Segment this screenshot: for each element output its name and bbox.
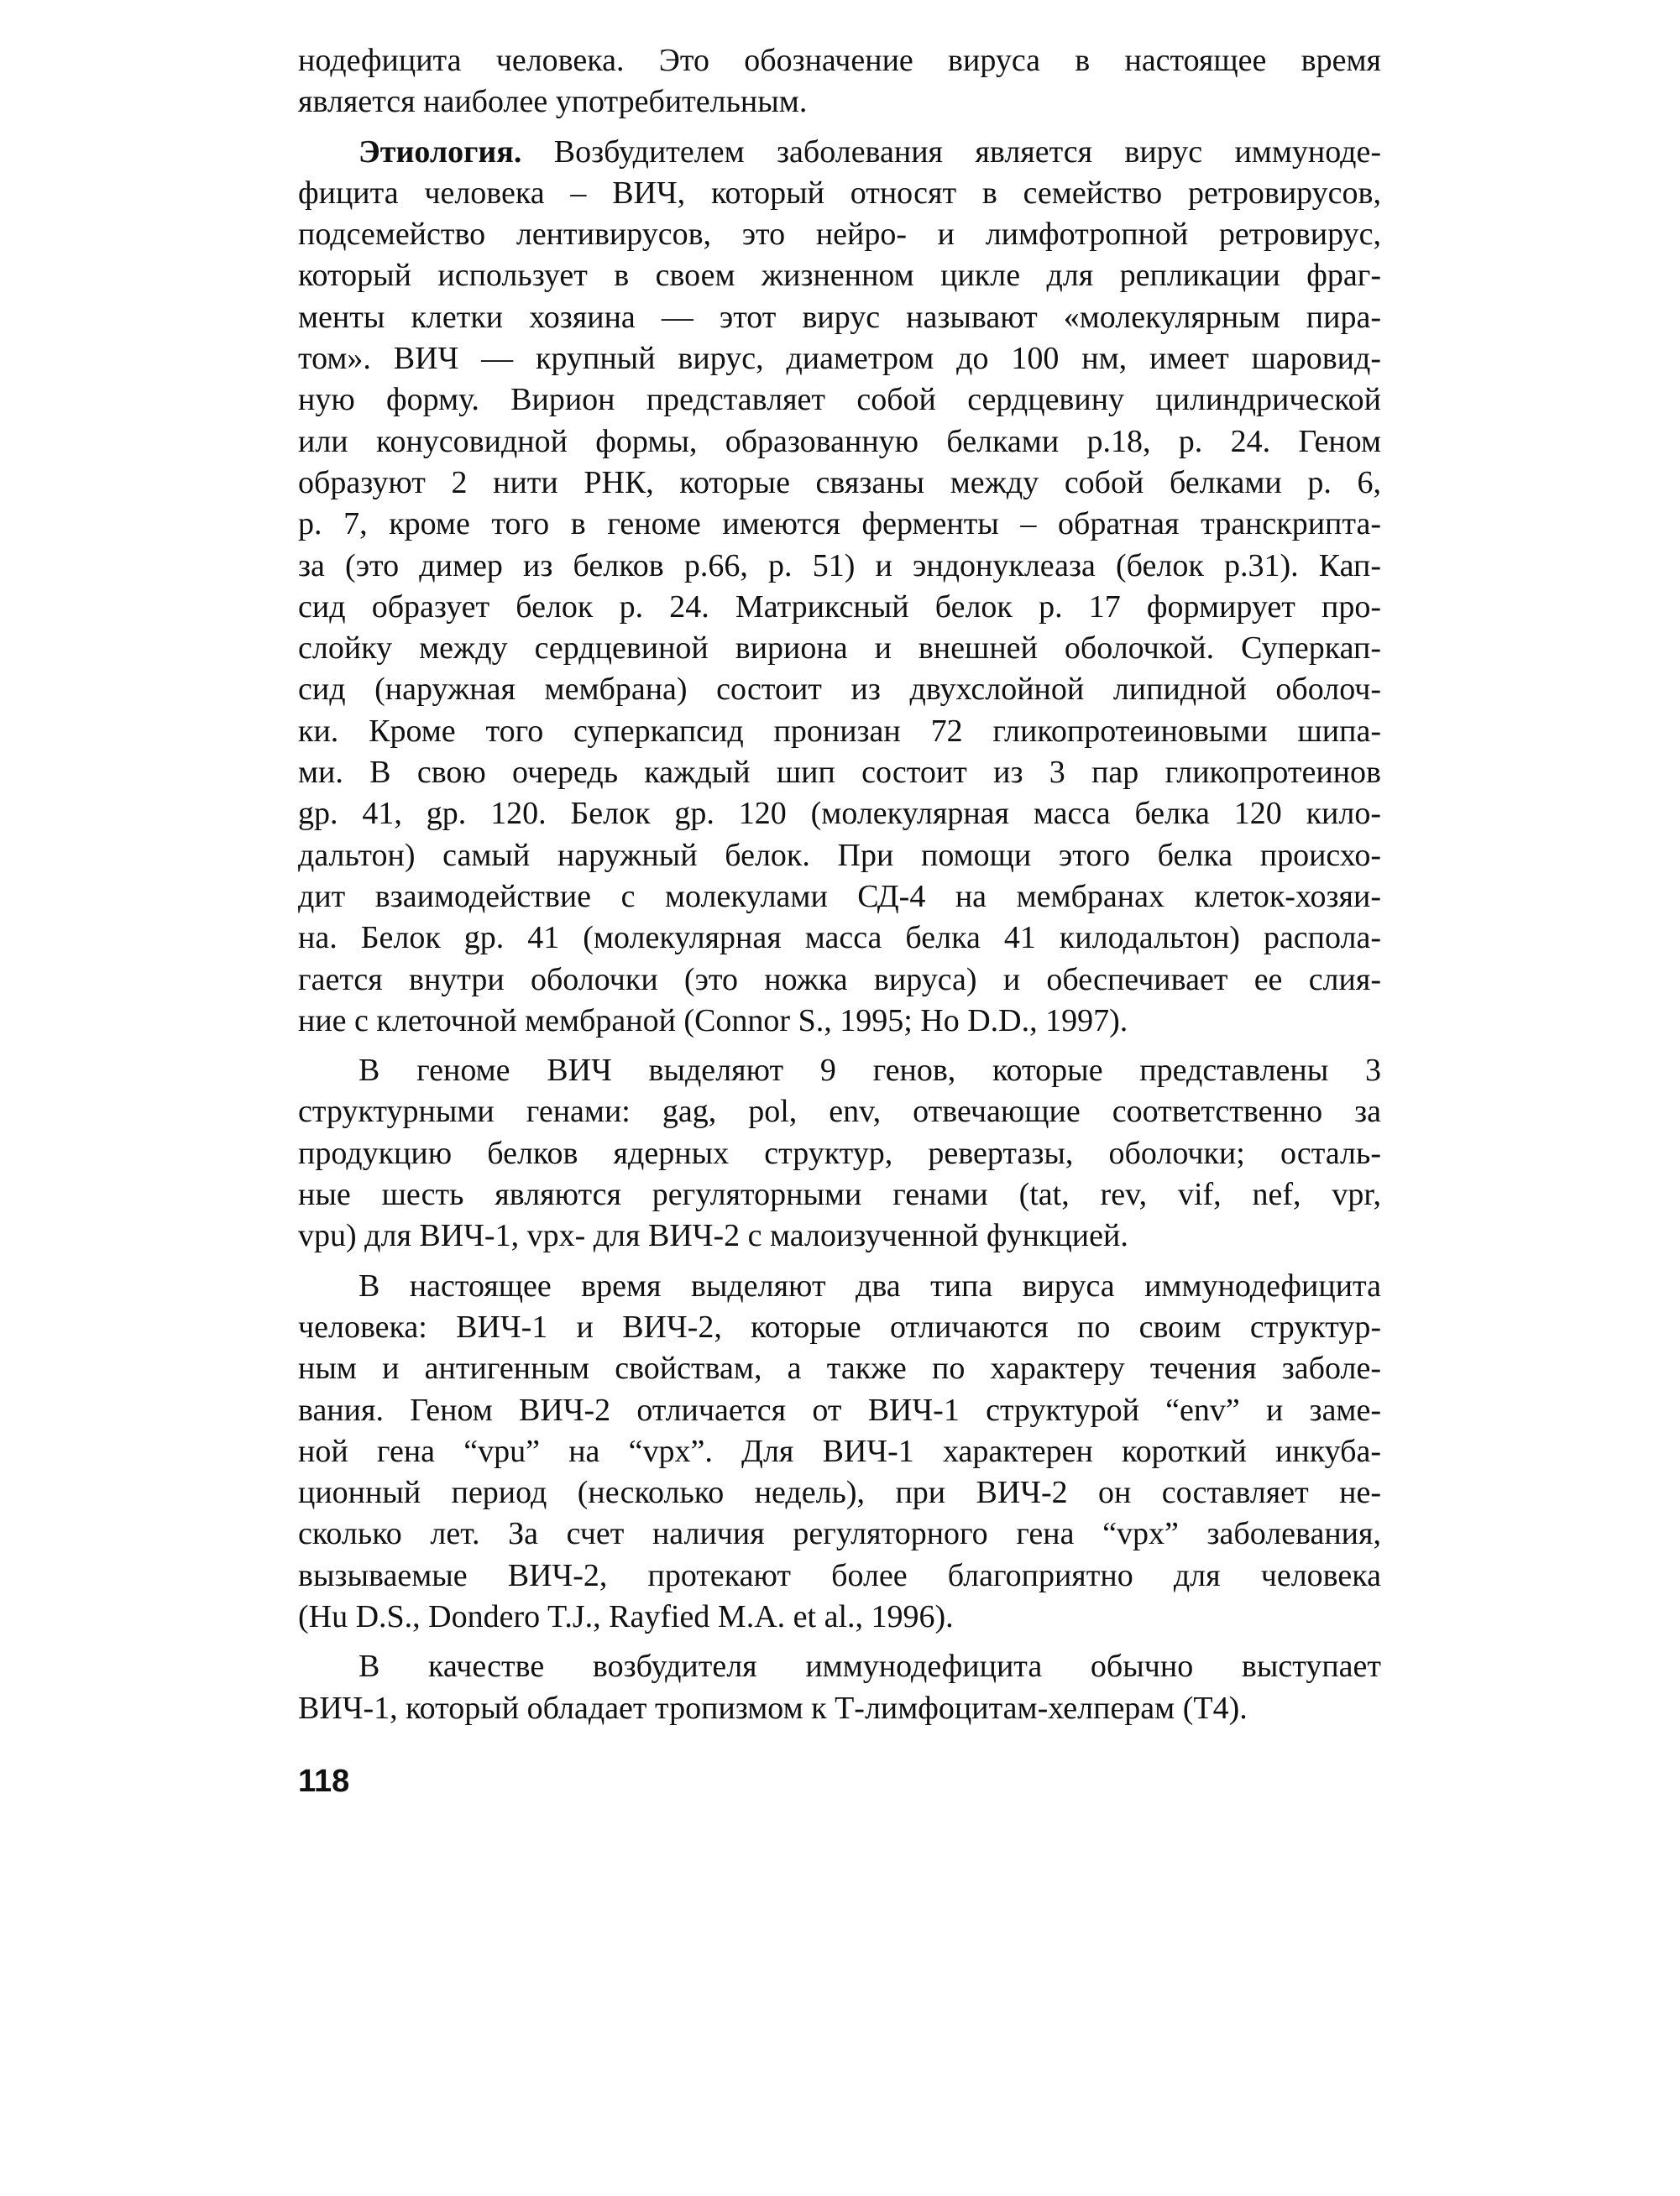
text-line: слойку между сердцевиной вириона и внешней оболочкой. Суперкап- [298,630,1381,667]
text-line: продукцию белков ядерных структур, ревертазы, оболочки; осталь- [298,1135,1381,1171]
text-line: ние с клеточной мембраной (Connor S., 1995; Ho D.D., 1997). [298,1002,1128,1038]
text-line: образуют 2 нити РНК, которые связаны между собой белками р. 6, [298,464,1381,500]
text-line: за (это димер из белков р.66, р. 51) и эндонуклеаза (белок р.31). Кап- [298,547,1381,583]
text-line: сид (наружная мембрана) состоит из двухслойной липидной оболоч- [298,672,1381,708]
text-line: менты клетки хозяина — этот вирус называют «молекулярным пира- [298,299,1381,335]
text-line: вызываемые ВИЧ-2, протекают более благоприятно для человека [298,1557,1381,1593]
text-line: В качестве возбудителя иммунодефицита обычно выступает [359,1649,1381,1685]
text-line: дит взаимодействие с молекулами СД-4 на мембранах клеток-хозяи- [298,878,1381,914]
text-line: gp. 41, gp. 120. Белок gp. 120 (молекулярная масса белка 120 кило- [298,796,1381,832]
text-line: который использует в своем жизненном цикле для репликации фраг- [298,258,1381,294]
text-line: ные шесть являются регуляторными генами (tat, rev, vif, nef, vpr, [298,1177,1381,1213]
text-line: является наиболее употребительным. [298,84,808,120]
section-heading-etiology: Этиология. [359,133,522,170]
text-line: том». ВИЧ — крупный вирус, диаметром до 100 нм, имеет шаровид- [298,341,1381,377]
text-line: (Hu D.S., Dondero T.J., Rayfied M.A. et al., 1996). [298,1598,954,1634]
text-line: В геноме ВИЧ выделяют 9 генов, которые представлены 3 [359,1053,1381,1089]
page-number: 118 [298,1764,350,1799]
page-body [298,40,1381,1729]
text-line: человека: ВИЧ-1 и ВИЧ-2, которые отличаются по своим структур- [298,1309,1381,1345]
text-line: на. Белок gp. 41 (молекулярная масса белка 41 килодальтон) распола- [298,920,1381,956]
text-line: В настоящее время выделяют два типа вируса иммунодефицита [359,1268,1381,1304]
text-line: подсемейство лентивирусов, это нейро- и лимфотропной ретровирус, [298,217,1381,253]
text-line: вания. Геном ВИЧ-2 отличается от ВИЧ-1 структурой “env” и заме- [298,1392,1381,1428]
text-run: Возбудителем заболевания является вирус иммуноде- [521,133,1381,170]
text-line: vpu) для ВИЧ-1, vpx- для ВИЧ-2 с малоизученной функцией. [298,1218,1128,1254]
text-line: ную форму. Вирион представляет собой сердцевину цилиндрической [298,382,1381,418]
text-line: ным и антигенным свойствам, а также по характеру течения заболе- [298,1351,1381,1387]
text-line: сид образует белок р. 24. Матриксный белок р. 17 формирует про- [298,588,1381,625]
text-line: фицита человека – ВИЧ, который относят в семейство ретровирусов, [298,175,1381,211]
paragraph-types [298,1266,1381,1639]
text-line: ционный период (несколько недель), при ВИЧ-2 он составляет не- [298,1475,1381,1511]
text-line: дальтон) самый наружный белок. При помощи этого белка происхо- [298,837,1381,873]
text-line: структурными генами: gag, pol, env, отвечающие соответственно за [298,1094,1381,1130]
text-line: ВИЧ-1, который обладает тропизмом к Т-лимфоцитам-хелперам (Т4). [298,1690,1248,1726]
paragraph-etiology [298,132,1381,1043]
text-line: или конусовидной формы, образованную белками р.18, р. 24. Геном [298,423,1381,459]
text-line: ки. Кроме того суперкапсид пронизан 72 гликопротеиновыми шипа- [298,713,1381,749]
paragraph-intro [298,40,1381,123]
text-line: р. 7, кроме того в геноме имеются ферменты – обратная транскрипта- [298,506,1381,542]
text-line: гается внутри оболочки (это ножка вируса) и обеспечивает ее слия- [298,961,1381,997]
paragraph-genome [298,1050,1381,1257]
text-line: ми. В свою очередь каждый шип состоит из 3 пар гликопротеинов [298,755,1381,791]
text-line [298,132,1381,173]
text-line: ной гена “vpu” на “vpx”. Для ВИЧ-1 характерен короткий инкуба- [298,1433,1381,1469]
paragraph-pathogen [298,1646,1381,1729]
text-line: нодефицита человека. Это обозначение вируса в настоящее время [298,43,1381,78]
text-line: сколько лет. За счет наличия регуляторного гена “vpx” заболевания, [298,1516,1381,1552]
